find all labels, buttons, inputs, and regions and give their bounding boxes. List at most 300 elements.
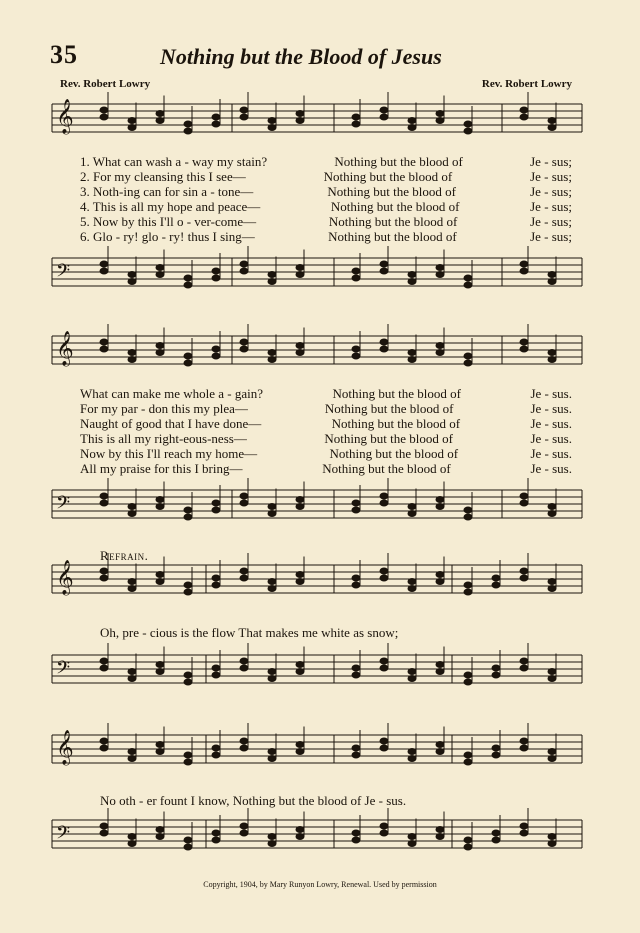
note-head (408, 579, 416, 585)
hymn-number: 35 (50, 40, 78, 69)
verse-refrain-text: Nothing but the blood of (329, 446, 459, 461)
note-head (184, 679, 192, 685)
note-head (436, 272, 444, 278)
note-head (212, 575, 220, 581)
note-head (352, 353, 360, 359)
note-head (156, 350, 164, 356)
note-head (408, 272, 416, 278)
note-head (100, 107, 108, 113)
verse-ending: Je - sus; (530, 184, 572, 199)
note-head (240, 493, 248, 499)
verse-ending: Je - sus. (530, 386, 572, 401)
note-head (184, 514, 192, 520)
note-head (156, 742, 164, 748)
note-head (268, 357, 276, 363)
verse-refrain-text: Nothing but the blood of (334, 154, 463, 169)
refrain-line-2: No oth - er fount I know, Nothing but the blood of Je - sus. (100, 793, 407, 808)
note-head (352, 575, 360, 581)
note-head (408, 756, 416, 762)
note-head (464, 121, 472, 127)
note-head (464, 128, 472, 134)
note-head (380, 261, 388, 267)
note-head (380, 823, 388, 829)
hymn-title: Nothing but the Blood of Jesus (160, 44, 442, 69)
note-head (492, 582, 500, 588)
note-head (268, 756, 276, 762)
verse-ending: Je - sus. (530, 446, 572, 461)
note-head (464, 844, 472, 850)
copyright-notice: Copyright, 1904, by Mary Runyon Lowry, Renewal. Used by permission (203, 880, 437, 889)
note-head (212, 275, 220, 281)
verse-line (80, 229, 572, 244)
verse-line (80, 461, 572, 476)
note-head (156, 497, 164, 503)
verse-refrain-text: Nothing but the blood of (324, 401, 454, 416)
verse-ending: Je - sus. (530, 416, 572, 431)
note-head (548, 125, 556, 131)
verse-text: This is all my right-eous-ness— (80, 431, 247, 446)
verse-ending: Je - sus; (530, 229, 572, 244)
note-head (520, 823, 528, 829)
note-head (184, 582, 192, 588)
note-head (520, 745, 528, 751)
note-head (268, 118, 276, 124)
verse-text: What can make me whole a - gain? (80, 386, 263, 401)
note-head (100, 261, 108, 267)
note-head (408, 279, 416, 285)
note-head (240, 830, 248, 836)
note-head (548, 357, 556, 363)
note-head (128, 272, 136, 278)
verse-refrain-text: Nothing but the blood of (332, 386, 461, 401)
note-head (408, 125, 416, 131)
note-head (436, 265, 444, 271)
note-head (296, 497, 304, 503)
note-head (100, 738, 108, 744)
note-head (240, 114, 248, 120)
verse-text: For my par - don this my plea— (80, 401, 248, 416)
treble-clef-icon: 𝄞 (56, 331, 74, 366)
note-head (352, 275, 360, 281)
verse-ending: Je - sus; (530, 169, 572, 184)
note-head (100, 665, 108, 671)
note-head (100, 745, 108, 751)
note-head (268, 669, 276, 675)
note-head (436, 749, 444, 755)
note-head (436, 504, 444, 510)
note-head (296, 118, 304, 124)
refrain-label: Refrain. (100, 548, 149, 563)
note-head (184, 507, 192, 513)
note-head (240, 665, 248, 671)
note-head (100, 500, 108, 506)
note-head (296, 749, 304, 755)
note-head (520, 107, 528, 113)
note-head (492, 575, 500, 581)
note-head (464, 514, 472, 520)
note-head (100, 268, 108, 274)
note-head (212, 114, 220, 120)
note-head (464, 589, 472, 595)
bass-clef-icon: 𝄢 (56, 823, 71, 848)
note-head (408, 350, 416, 356)
verse-text: 2. For my cleansing this I see— (80, 169, 246, 184)
verse-refrain-text: Nothing but the blood of (328, 214, 458, 229)
note-head (352, 830, 360, 836)
note-head (128, 118, 136, 124)
verse-refrain-text: Nothing but the blood of (324, 431, 453, 446)
note-head (436, 669, 444, 675)
note-head (240, 500, 248, 506)
note-head (296, 579, 304, 585)
verse-block-1 (80, 154, 572, 244)
note-head (268, 749, 276, 755)
note-head (380, 114, 388, 120)
note-head (240, 823, 248, 829)
note-head (212, 582, 220, 588)
verse-text: All my praise for this I bring— (80, 461, 243, 476)
verse-ending: Je - sus; (530, 214, 572, 229)
note-head (268, 586, 276, 592)
note-head (380, 107, 388, 113)
note-head (128, 586, 136, 592)
note-head (100, 493, 108, 499)
note-head (464, 679, 472, 685)
note-head (212, 507, 220, 513)
verse-block-2 (80, 386, 572, 476)
note-head (128, 279, 136, 285)
note-head (352, 837, 360, 843)
note-head (268, 504, 276, 510)
note-head (436, 118, 444, 124)
note-head (212, 672, 220, 678)
note-head (184, 282, 192, 288)
note-head (520, 568, 528, 574)
note-head (296, 343, 304, 349)
verse-text: 1. What can wash a - way my stain? (80, 154, 268, 169)
refrain-line-1: Oh, pre - cious is the flow That makes me white as snow; (100, 625, 399, 640)
note-head (128, 841, 136, 847)
note-head (548, 279, 556, 285)
verse-line (80, 431, 572, 446)
note-head (240, 575, 248, 581)
note-head (492, 745, 500, 751)
note-head (408, 504, 416, 510)
verse-refrain-text: Nothing but the blood of (323, 169, 453, 184)
note-head (212, 500, 220, 506)
note-head (212, 121, 220, 127)
verse-ending: Je - sus; (530, 199, 572, 214)
note-head (128, 357, 136, 363)
note-head (408, 749, 416, 755)
note-head (212, 837, 220, 843)
note-head (492, 672, 500, 678)
note-head (380, 830, 388, 836)
bass-clef-icon: 𝄢 (56, 658, 71, 683)
note-head (212, 346, 220, 352)
note-head (352, 507, 360, 513)
note-head (380, 500, 388, 506)
verse-text: 3. Noth-ing can for sin a - tone— (80, 184, 254, 199)
note-head (156, 827, 164, 833)
note-head (548, 669, 556, 675)
note-head (296, 272, 304, 278)
note-head (352, 745, 360, 751)
note-head (268, 579, 276, 585)
note-head (352, 121, 360, 127)
verse-text: 6. Glo - ry! glo - ry! thus I sing— (80, 229, 255, 244)
note-head (548, 749, 556, 755)
note-head (492, 837, 500, 843)
verse-line (80, 154, 572, 169)
note-head (212, 830, 220, 836)
note-head (408, 676, 416, 682)
note-head (212, 665, 220, 671)
note-head (184, 128, 192, 134)
note-head (184, 360, 192, 366)
note-head (156, 572, 164, 578)
note-head (548, 834, 556, 840)
note-head (464, 353, 472, 359)
note-head (212, 268, 220, 274)
note-head (436, 343, 444, 349)
note-head (352, 114, 360, 120)
note-head (296, 350, 304, 356)
note-head (548, 118, 556, 124)
note-head (128, 579, 136, 585)
note-head (296, 669, 304, 675)
bass-clef-icon: 𝄢 (56, 493, 71, 518)
note-head (520, 114, 528, 120)
note-head (492, 752, 500, 758)
note-head (240, 568, 248, 574)
note-head (380, 339, 388, 345)
note-head (156, 579, 164, 585)
note-head (464, 282, 472, 288)
note-head (128, 669, 136, 675)
note-head (240, 268, 248, 274)
verse-line (80, 446, 572, 461)
note-head (436, 827, 444, 833)
note-head (268, 350, 276, 356)
note-head (156, 118, 164, 124)
note-head (268, 511, 276, 517)
note-head (184, 752, 192, 758)
note-head (268, 272, 276, 278)
note-head (240, 738, 248, 744)
verse-text: Naught of good that I have done— (80, 416, 262, 431)
note-head (520, 830, 528, 836)
verse-line (80, 416, 572, 431)
note-head (436, 572, 444, 578)
note-head (296, 504, 304, 510)
verse-line (80, 386, 572, 401)
note-head (240, 261, 248, 267)
note-head (296, 742, 304, 748)
note-head (100, 830, 108, 836)
note-head (100, 339, 108, 345)
note-head (268, 279, 276, 285)
note-head (184, 837, 192, 843)
treble-clef-icon: 𝄞 (56, 730, 74, 765)
note-head (184, 353, 192, 359)
verse-refrain-text: Nothing but the blood of (331, 416, 461, 431)
note-head (464, 759, 472, 765)
note-head (464, 752, 472, 758)
note-head (464, 275, 472, 281)
note-head (548, 841, 556, 847)
note-head (128, 756, 136, 762)
verse-ending: Je - sus. (530, 401, 572, 416)
note-head (240, 107, 248, 113)
note-head (212, 745, 220, 751)
note-head (100, 575, 108, 581)
note-head (436, 111, 444, 117)
note-head (436, 834, 444, 840)
note-head (548, 676, 556, 682)
note-head (128, 834, 136, 840)
bass-clef-icon: 𝄢 (56, 261, 71, 286)
note-head (268, 125, 276, 131)
note-head (380, 568, 388, 574)
note-head (436, 579, 444, 585)
note-head (548, 586, 556, 592)
note-head (352, 582, 360, 588)
note-head (408, 511, 416, 517)
note-head (352, 752, 360, 758)
note-head (548, 511, 556, 517)
note-head (128, 511, 136, 517)
note-head (520, 658, 528, 664)
note-head (464, 507, 472, 513)
note-head (380, 745, 388, 751)
note-head (548, 272, 556, 278)
note-head (408, 834, 416, 840)
note-head (128, 350, 136, 356)
note-head (520, 339, 528, 345)
verse-line (80, 214, 572, 229)
note-head (352, 672, 360, 678)
note-head (100, 114, 108, 120)
verse-ending: Je - sus. (530, 461, 572, 476)
note-head (464, 837, 472, 843)
note-head (212, 752, 220, 758)
note-head (156, 662, 164, 668)
verse-ending: Je - sus; (530, 154, 572, 169)
note-head (380, 575, 388, 581)
note-head (128, 749, 136, 755)
note-head (548, 350, 556, 356)
note-head (408, 357, 416, 363)
note-head (380, 346, 388, 352)
note-head (212, 353, 220, 359)
verse-ending: Je - sus. (530, 431, 572, 446)
note-head (184, 589, 192, 595)
note-head (520, 665, 528, 671)
note-head (520, 500, 528, 506)
note-head (380, 665, 388, 671)
note-head (492, 830, 500, 836)
note-head (240, 346, 248, 352)
note-head (156, 343, 164, 349)
note-head (100, 346, 108, 352)
note-head (156, 834, 164, 840)
note-head (184, 844, 192, 850)
note-head (520, 346, 528, 352)
note-head (296, 572, 304, 578)
note-head (128, 676, 136, 682)
note-head (436, 350, 444, 356)
note-head (408, 841, 416, 847)
words-credit: Rev. Robert Lowry (60, 78, 151, 90)
verse-refrain-text: Nothing but the blood of (322, 461, 451, 476)
note-head (156, 749, 164, 755)
verse-line (80, 199, 572, 214)
note-head (352, 268, 360, 274)
treble-clef-icon: 𝄞 (56, 560, 74, 595)
verse-refrain-text: Nothing but the blood of (328, 229, 457, 244)
note-head (520, 268, 528, 274)
note-head (156, 669, 164, 675)
note-head (548, 579, 556, 585)
note-head (240, 339, 248, 345)
note-head (296, 662, 304, 668)
note-head (296, 111, 304, 117)
note-head (184, 759, 192, 765)
verse-line (80, 184, 572, 199)
note-head (184, 121, 192, 127)
note-head (352, 500, 360, 506)
note-head (296, 834, 304, 840)
note-head (492, 665, 500, 671)
note-head (380, 493, 388, 499)
note-head (408, 669, 416, 675)
note-head (128, 504, 136, 510)
note-head (352, 665, 360, 671)
note-head (464, 672, 472, 678)
note-head (380, 268, 388, 274)
note-head (240, 658, 248, 664)
note-head (408, 118, 416, 124)
treble-clef-icon: 𝄞 (56, 99, 74, 134)
note-head (184, 275, 192, 281)
verse-refrain-text: Nothing but the blood of (327, 184, 456, 199)
note-head (240, 745, 248, 751)
note-head (548, 504, 556, 510)
note-head (380, 658, 388, 664)
note-head (520, 575, 528, 581)
note-head (520, 493, 528, 499)
note-head (436, 497, 444, 503)
note-head (268, 841, 276, 847)
note-head (296, 827, 304, 833)
note-head (128, 125, 136, 131)
note-head (268, 676, 276, 682)
note-head (408, 586, 416, 592)
note-head (436, 662, 444, 668)
note-head (520, 261, 528, 267)
note-head (296, 265, 304, 271)
verse-line (80, 169, 572, 184)
verse-text: Now by this I'll reach my home— (80, 446, 258, 461)
note-head (100, 658, 108, 664)
note-head (156, 272, 164, 278)
verse-text: 5. Now by this I'll o - ver-come— (80, 214, 257, 229)
note-head (156, 504, 164, 510)
note-head (184, 672, 192, 678)
note-head (520, 738, 528, 744)
verse-refrain-text: Nothing but the blood of (330, 199, 460, 214)
